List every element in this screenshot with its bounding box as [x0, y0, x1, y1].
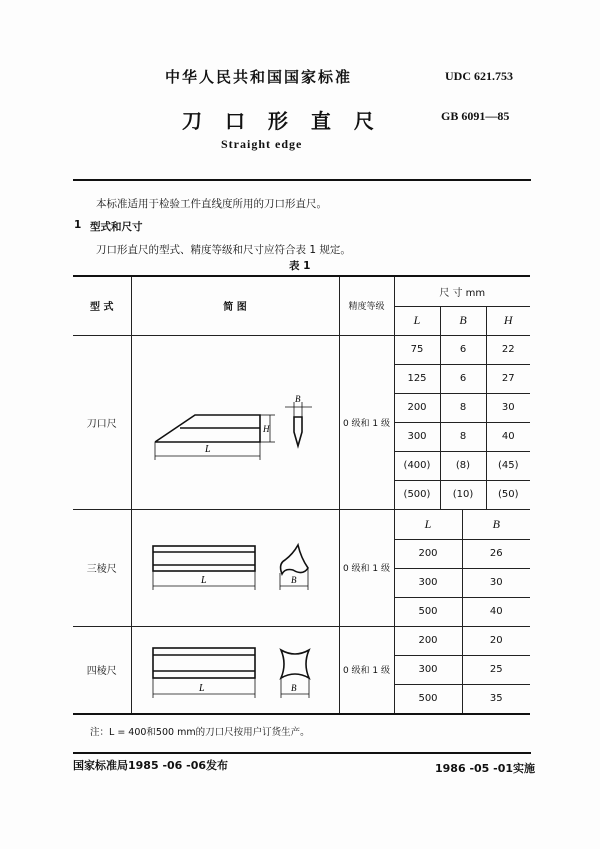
table-caption: 表 1 [289, 260, 311, 272]
cell: 200 [394, 393, 440, 422]
label-L: L [205, 444, 211, 455]
header-H: H [486, 306, 530, 335]
cell: 125 [394, 364, 440, 393]
cell: 35 [462, 684, 530, 714]
cell: 22 [486, 335, 530, 364]
section-text: 刀口形直尺的型式、精度等级和尺寸应符合表 1 规定。 [96, 244, 351, 256]
label-B: B [291, 682, 297, 693]
cell: 40 [462, 597, 530, 626]
cell: 20 [462, 626, 530, 655]
cell: 75 [394, 335, 440, 364]
cell: 200 [394, 539, 462, 568]
grade-knife-edge: 0 级和 1 级 [339, 335, 394, 509]
label-L: L [201, 574, 207, 586]
cell: 300 [394, 655, 462, 684]
header-B: B [440, 306, 486, 335]
diagram-square [131, 626, 339, 714]
diagram-triangular [131, 509, 339, 626]
cell: 30 [486, 393, 530, 422]
cell: 500 [394, 597, 462, 626]
standard-code: GB 6091—85 [441, 109, 510, 123]
footer-divider [73, 752, 531, 754]
section-number: 1 [74, 219, 82, 231]
issuing-authority: 中华人民共和国国家标准 [165, 68, 353, 86]
header-type: 型 式 [73, 276, 131, 335]
header-grade: 精度等级 [339, 276, 394, 335]
cell: (8) [440, 451, 486, 480]
cell: 300 [394, 422, 440, 451]
cell: 30 [462, 568, 530, 597]
cell: 8 [440, 422, 486, 451]
cell: (500) [394, 480, 440, 509]
square-drawing [135, 630, 335, 710]
type-knife-edge: 刀口尺 [73, 335, 131, 509]
cell: 8 [440, 393, 486, 422]
issue-date: 国家标准局1985 -06 -06发布 [73, 759, 229, 772]
subheader-B: B [462, 509, 530, 539]
label-L: L [199, 682, 205, 694]
triangular-drawing [135, 518, 335, 618]
grade-triangular: 0 级和 1 级 [339, 509, 394, 626]
label-B: B [291, 574, 297, 585]
diagram-knife-edge [131, 335, 339, 509]
label-B: B [295, 394, 301, 404]
cell: 6 [440, 335, 486, 364]
effective-date: 1986 -05 -01实施 [435, 762, 536, 775]
english-title: Straight edge [221, 137, 303, 151]
section-title: 型式和尺寸 [90, 221, 143, 233]
cell: (10) [440, 480, 486, 509]
cell: 25 [462, 655, 530, 684]
cell: 40 [486, 422, 530, 451]
document-title: 刀 口 形 直 尺 [182, 109, 382, 133]
cell: 27 [486, 364, 530, 393]
cell: 26 [462, 539, 530, 568]
subheader-L: L [394, 509, 462, 539]
intro-text: 本标准适用于检验工件直线度所用的刀口形直尺。 [96, 198, 327, 210]
header-diagram: 简 图 [131, 276, 339, 335]
cell: (50) [486, 480, 530, 509]
knife-edge-drawing [135, 362, 335, 482]
header-dimensions: 尺 寸 mm [394, 276, 530, 306]
header-L: L [394, 306, 440, 335]
dimension-table [73, 275, 530, 715]
cell: 500 [394, 684, 462, 714]
cell: (45) [486, 451, 530, 480]
grade-square: 0 级和 1 级 [339, 626, 394, 714]
cell: (400) [394, 451, 440, 480]
type-square: 四棱尺 [73, 626, 131, 714]
cell: 200 [394, 626, 462, 655]
type-triangular: 三棱尺 [73, 509, 131, 626]
cell: 6 [440, 364, 486, 393]
label-H: H [263, 424, 270, 434]
table-note: 注：L = 400和500 mm的刀口尺按用户订货生产。 [90, 727, 310, 738]
udc-code: UDC 621.753 [445, 69, 513, 83]
cell: 300 [394, 568, 462, 597]
header-divider [73, 179, 531, 181]
